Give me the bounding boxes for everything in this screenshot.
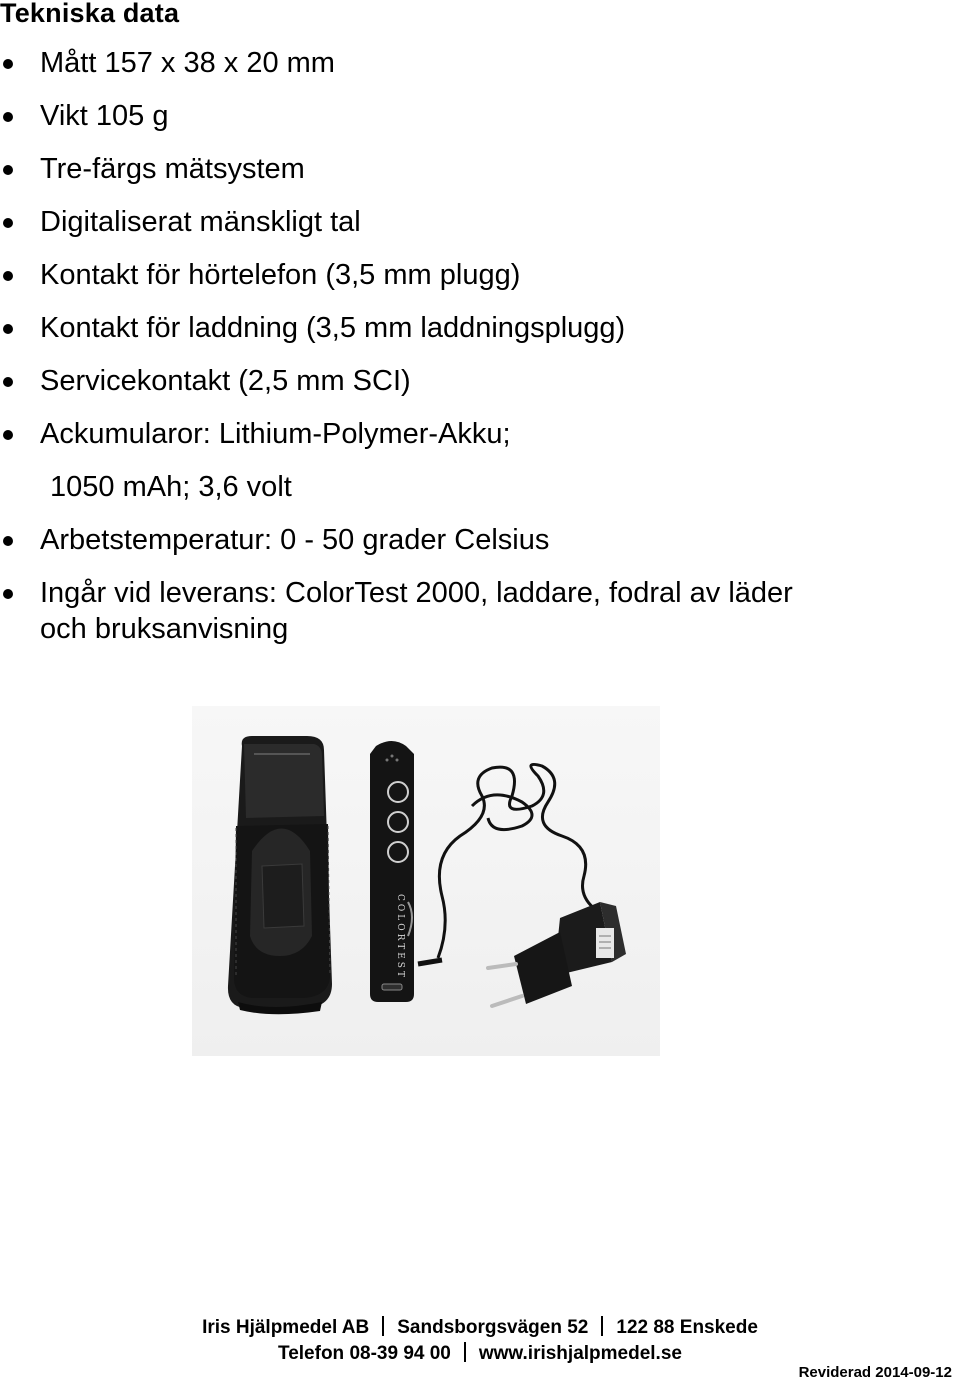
spec-text: Servicekontakt (2,5 mm SCI) xyxy=(40,365,411,397)
spec-text: Kontakt för hörtelefon (3,5 mm plugg) xyxy=(40,259,521,291)
device-label-text: COLORTEST xyxy=(395,894,405,980)
bullet-icon xyxy=(3,218,13,228)
spec-text: Arbetstemperatur: 0 - 50 grader Celsius xyxy=(40,524,550,556)
spec-text: Tre-färgs mätsystem xyxy=(40,153,305,185)
bullet-icon xyxy=(3,59,13,69)
list-item xyxy=(0,257,960,293)
footer-address xyxy=(0,1316,960,1339)
leather-case-image xyxy=(228,736,332,1014)
spec-text: Vikt 105 g xyxy=(40,100,169,132)
bullet-icon xyxy=(3,589,13,599)
bullet-icon xyxy=(3,536,13,546)
bullet-icon xyxy=(3,430,13,440)
spec-text: Ackumularor: Lithium-Polymer-Akku; xyxy=(40,418,511,450)
spec-text: Kontakt för laddning (3,5 mm laddningsplugg) xyxy=(40,312,626,344)
list-item xyxy=(0,98,960,134)
list-item xyxy=(0,522,960,558)
bullet-icon xyxy=(3,165,13,175)
list-item xyxy=(0,151,960,187)
list-item xyxy=(0,416,960,505)
spec-text: Digitaliserat mänskligt tal xyxy=(40,206,361,238)
footer-website-link[interactable]: www.irishjalpmedel.se xyxy=(478,1343,682,1364)
page-title: Tekniska data xyxy=(0,0,180,28)
footer-divider xyxy=(382,1316,384,1336)
revision-date: Reviderad 2014-09-12 xyxy=(798,1364,952,1381)
spec-text: Ingår vid leverans: ColorTest 2000, laddare, fodral av läder xyxy=(40,577,793,609)
list-item xyxy=(0,310,960,346)
spec-list xyxy=(0,45,960,664)
bullet-icon xyxy=(3,377,13,387)
footer-divider xyxy=(601,1316,603,1336)
list-item xyxy=(0,363,960,399)
spec-text-continuation: och bruksanvisning xyxy=(40,613,289,645)
footer-postal: 122 88 Enskede xyxy=(616,1317,758,1338)
bullet-icon xyxy=(3,112,13,122)
spec-text-continuation: 1050 mAh; 3,6 volt xyxy=(50,471,292,503)
spec-text: Mått 157 x 38 x 20 mm xyxy=(40,47,335,79)
product-photo xyxy=(192,706,660,1056)
charger-plug-image xyxy=(488,902,626,1006)
footer-phone: Telefon 08-39 94 00 xyxy=(278,1343,451,1364)
footer-contact xyxy=(0,1342,960,1365)
list-item xyxy=(0,575,960,647)
list-item xyxy=(0,204,960,240)
footer-divider xyxy=(464,1342,466,1362)
footer-company: Iris Hjälpmedel AB xyxy=(202,1317,370,1338)
bullet-icon xyxy=(3,324,13,334)
list-item xyxy=(0,45,960,81)
colortest-device-image xyxy=(370,741,414,1002)
bullet-icon xyxy=(3,271,13,281)
footer-street: Sandsborgsvägen 52 xyxy=(397,1317,589,1338)
